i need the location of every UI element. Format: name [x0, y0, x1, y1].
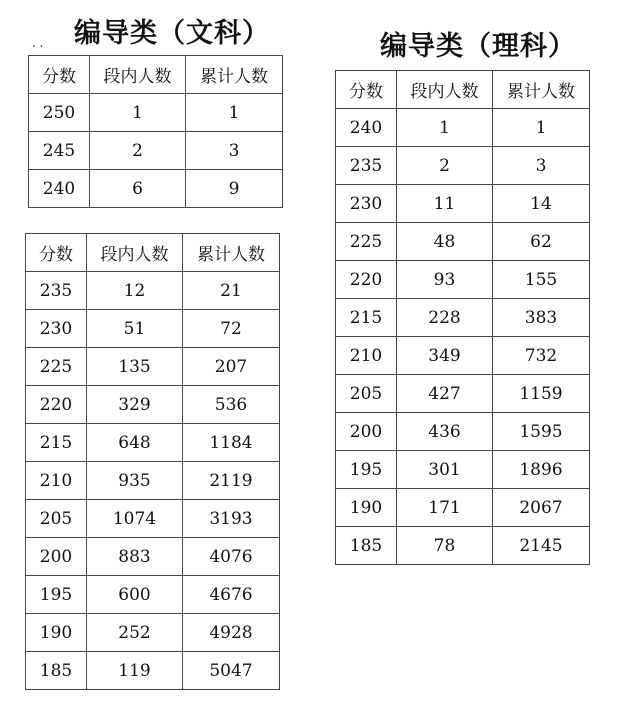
title-like: 编导类（理科）	[380, 31, 576, 62]
corner-mark: . .	[32, 36, 44, 50]
table-row	[336, 413, 590, 451]
cell-score: 240	[336, 109, 397, 147]
cell-score: 235	[26, 272, 87, 310]
cell-score: 215	[336, 299, 397, 337]
cell-score: 185	[336, 527, 397, 565]
cell-cumulative-count: 1	[493, 109, 590, 147]
cell-score: 210	[336, 337, 397, 375]
table-row	[26, 462, 280, 500]
cell-cumulative-count: 732	[493, 337, 590, 375]
cell-segment-count: 48	[397, 223, 493, 261]
table-row	[26, 310, 280, 348]
cell-cumulative-count: 72	[183, 310, 280, 348]
cell-cumulative-count: 5047	[183, 652, 280, 690]
cell-cumulative-count: 4076	[183, 538, 280, 576]
cell-segment-count: 93	[397, 261, 493, 299]
cell-segment-count: 51	[87, 310, 183, 348]
header-score: 分数	[336, 71, 397, 109]
table-row	[26, 500, 280, 538]
cell-cumulative-count: 536	[183, 386, 280, 424]
table-row	[26, 348, 280, 386]
header-segment-count: 段内人数	[397, 71, 493, 109]
cell-score: 210	[26, 462, 87, 500]
cell-cumulative-count: 3193	[183, 500, 280, 538]
table-row	[26, 576, 280, 614]
cell-score: 205	[336, 375, 397, 413]
cell-score: 190	[26, 614, 87, 652]
cell-segment-count: 427	[397, 375, 493, 413]
table-row	[26, 386, 280, 424]
cell-score: 250	[29, 94, 90, 132]
cell-score: 230	[26, 310, 87, 348]
header-cumulative-count: 累计人数	[493, 71, 590, 109]
cell-score: 225	[336, 223, 397, 261]
wenke-top-table	[28, 55, 283, 208]
cell-segment-count: 2	[397, 147, 493, 185]
cell-cumulative-count: 62	[493, 223, 590, 261]
cell-segment-count: 935	[87, 462, 183, 500]
cell-cumulative-count: 383	[493, 299, 590, 337]
cell-segment-count: 648	[87, 424, 183, 462]
cell-cumulative-count: 4928	[183, 614, 280, 652]
cell-segment-count: 171	[397, 489, 493, 527]
cell-cumulative-count: 207	[183, 348, 280, 386]
cell-cumulative-count: 9	[186, 170, 283, 208]
table-row	[336, 489, 590, 527]
cell-segment-count: 301	[397, 451, 493, 489]
table-row	[336, 109, 590, 147]
table-row	[336, 451, 590, 489]
table-row	[29, 132, 283, 170]
cell-score: 205	[26, 500, 87, 538]
table-row	[336, 299, 590, 337]
cell-score: 220	[336, 261, 397, 299]
cell-cumulative-count: 1595	[493, 413, 590, 451]
cell-segment-count: 252	[87, 614, 183, 652]
cell-score: 195	[26, 576, 87, 614]
cell-score: 230	[336, 185, 397, 223]
table-header-row	[29, 56, 283, 94]
cell-segment-count: 1074	[87, 500, 183, 538]
table-header-row	[336, 71, 590, 109]
cell-score: 195	[336, 451, 397, 489]
table-row	[336, 185, 590, 223]
title-wenke: 编导类（文科）	[74, 18, 270, 49]
wenke-bottom-table	[25, 233, 280, 690]
cell-segment-count: 349	[397, 337, 493, 375]
cell-score: 225	[26, 348, 87, 386]
cell-score: 215	[26, 424, 87, 462]
cell-cumulative-count: 2119	[183, 462, 280, 500]
cell-segment-count: 135	[87, 348, 183, 386]
cell-segment-count: 11	[397, 185, 493, 223]
cell-cumulative-count: 2067	[493, 489, 590, 527]
header-segment-count: 段内人数	[90, 56, 186, 94]
table-row	[26, 538, 280, 576]
cell-score: 240	[29, 170, 90, 208]
cell-score: 185	[26, 652, 87, 690]
cell-score: 245	[29, 132, 90, 170]
cell-cumulative-count: 3	[493, 147, 590, 185]
cell-cumulative-count: 4676	[183, 576, 280, 614]
table-row	[336, 223, 590, 261]
cell-cumulative-count: 3	[186, 132, 283, 170]
cell-segment-count: 436	[397, 413, 493, 451]
cell-cumulative-count: 21	[183, 272, 280, 310]
cell-score: 190	[336, 489, 397, 527]
header-score: 分数	[29, 56, 90, 94]
table-row	[336, 261, 590, 299]
cell-score: 200	[26, 538, 87, 576]
cell-score: 200	[336, 413, 397, 451]
cell-cumulative-count: 1896	[493, 451, 590, 489]
table-row	[336, 147, 590, 185]
table-row	[29, 170, 283, 208]
table-row	[26, 614, 280, 652]
header-score: 分数	[26, 234, 87, 272]
cell-cumulative-count: 1184	[183, 424, 280, 462]
cell-cumulative-count: 155	[493, 261, 590, 299]
like-table	[335, 70, 590, 565]
cell-segment-count: 1	[90, 94, 186, 132]
table-row	[336, 375, 590, 413]
cell-score: 235	[336, 147, 397, 185]
cell-segment-count: 12	[87, 272, 183, 310]
cell-segment-count: 600	[87, 576, 183, 614]
table-row	[336, 337, 590, 375]
cell-segment-count: 6	[90, 170, 186, 208]
cell-segment-count: 2	[90, 132, 186, 170]
cell-cumulative-count: 1	[186, 94, 283, 132]
table-row	[26, 272, 280, 310]
table-header-row	[26, 234, 280, 272]
header-cumulative-count: 累计人数	[183, 234, 280, 272]
table-row	[26, 424, 280, 462]
cell-cumulative-count: 14	[493, 185, 590, 223]
cell-segment-count: 329	[87, 386, 183, 424]
cell-cumulative-count: 1159	[493, 375, 590, 413]
cell-score: 220	[26, 386, 87, 424]
header-cumulative-count: 累计人数	[186, 56, 283, 94]
cell-segment-count: 1	[397, 109, 493, 147]
table-row	[26, 652, 280, 690]
table-row	[29, 94, 283, 132]
table-row	[336, 527, 590, 565]
cell-segment-count: 78	[397, 527, 493, 565]
cell-segment-count: 883	[87, 538, 183, 576]
cell-cumulative-count: 2145	[493, 527, 590, 565]
header-segment-count: 段内人数	[87, 234, 183, 272]
cell-segment-count: 119	[87, 652, 183, 690]
cell-segment-count: 228	[397, 299, 493, 337]
